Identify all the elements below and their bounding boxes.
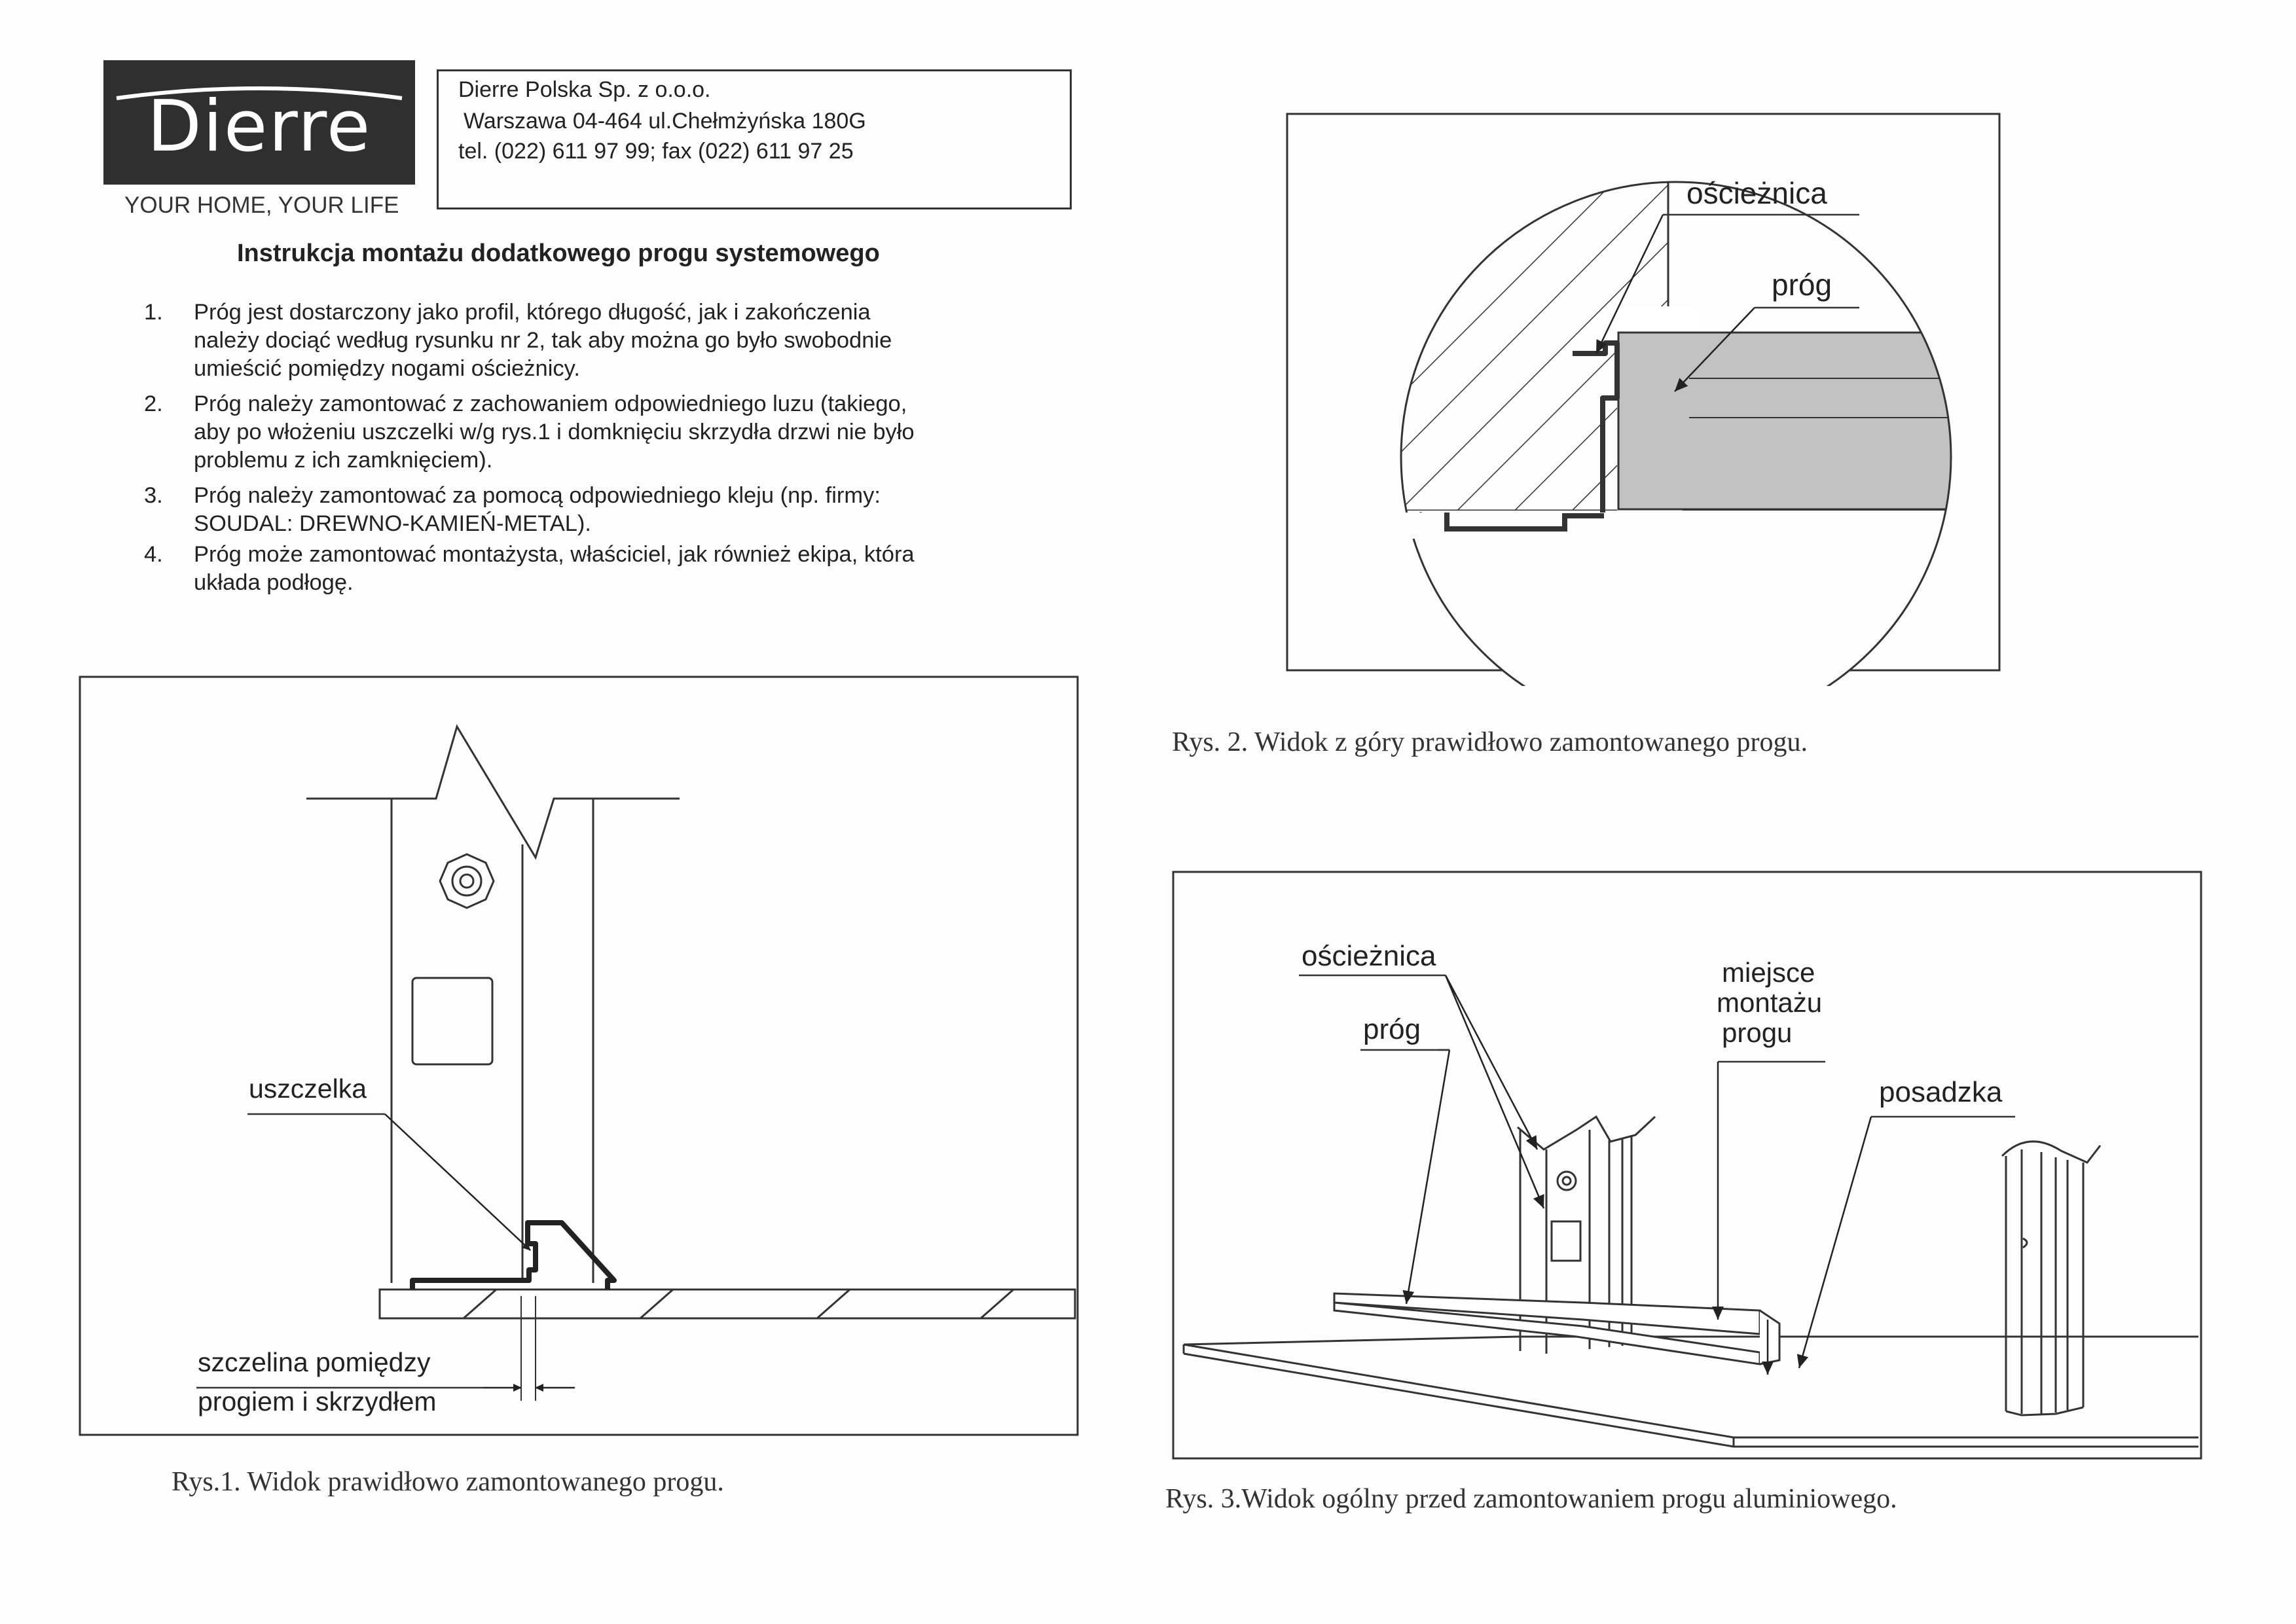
figure-3-caption: Rys. 3.Widok ogólny przed zamontowaniem progu aluminiowego. [1165,1484,1897,1514]
figure-1-label-gap-line1: szczelina pomiędzy [198,1347,431,1377]
threshold-bar [1334,1293,1779,1364]
right-door-frame [2002,1142,2100,1415]
instruction-line: aby po włożeniu uszczelki w/g rys.1 i domknięciu skrzydła drzwi nie było [194,420,915,444]
instruction-number: 1. [144,300,163,325]
threshold-profile [412,1223,614,1290]
instruction-line: SOUDAL: DREWNO-KAMIEŃ-METAL). [194,511,591,536]
instruction-item-2 [144,390,1051,475]
instruction-line: układa podłogę. [194,570,354,595]
instruction-line: należy dociąć według rysunku nr 2, tak aby można go było swobodnie [194,328,892,353]
figure-1-label-gap-line2: progiem i skrzydłem [198,1386,437,1416]
figure-3-label-place-line2: montażu [1717,987,1823,1018]
instruction-number: 2. [144,391,163,416]
company-name: Dierre Polska Sp. z o.o.o. [458,77,711,102]
document-title: Instrukcja montażu dodatkowego progu systemowego [237,240,880,267]
figure-1-label-seal: uszczelka [249,1074,367,1104]
instruction-number: 3. [144,483,163,508]
threshold-section [1618,333,1985,509]
instruction-line: umieścić pomiędzy nogami ościeżnicy. [194,356,580,381]
figure-3-label-floor: posadzka [1879,1076,2003,1108]
figure-1-caption: Rys.1. Widok prawidłowo zamontowanego progu. [172,1467,724,1497]
figure-3-label-threshold: próg [1363,1013,1421,1045]
logo-slogan: YOUR HOME, YOUR LIFE [124,192,399,218]
figure-3-label-place-line3: progu [1722,1017,1793,1048]
figure-2-caption: Rys. 2. Widok z góry prawidłowo zamontowanego progu. [1172,727,1808,757]
instruction-item-1 [144,298,1051,384]
instruction-line: Próg należy zamontować za pomocą odpowiedniego kleju (np. firmy: [194,483,881,508]
threshold-arrow [1406,1050,1449,1304]
company-address: Warszawa 04-464 ul.Chełmżyńska 180G [464,109,866,134]
instruction-item-3 [144,482,1051,539]
floor-strip [380,1290,1075,1318]
figure-1-drawing [77,674,1085,1440]
instruction-line: problemu z ich zamknięciem). [194,448,493,473]
instruction-item-4 [144,541,1051,598]
hinge-icon [440,854,494,908]
figure-2-label-frame: ościeżnica [1686,176,1827,210]
frame-arrow [1446,975,1537,1149]
floor-arrow [1799,1117,1871,1368]
figure-1-frame [80,677,1078,1435]
instruction-line: Próg jest dostarczony jako profil, którego długość, jak i zakończenia [194,300,871,325]
seal-arrow [385,1114,530,1250]
figure-3-label-frame: ościeżnica [1302,940,1436,972]
figure-3-label-place-line1: miejsce [1722,957,1815,988]
logo-brand: Dierre [147,86,372,168]
company-phone-fax: tel. (022) 611 97 99; fax (022) 611 97 25 [458,139,854,164]
instruction-number: 4. [144,542,163,567]
lock-plate [412,978,492,1064]
instruction-line: Próg może zamontować montażysta, właściciel, jak również ekipa, która [194,542,915,567]
figure-2-drawing [1283,110,2003,686]
instruction-line: Próg należy zamontować z zachowaniem odpowiedniego luzu (takiego, [194,391,907,416]
figure-2-label-threshold: próg [1772,268,1832,302]
